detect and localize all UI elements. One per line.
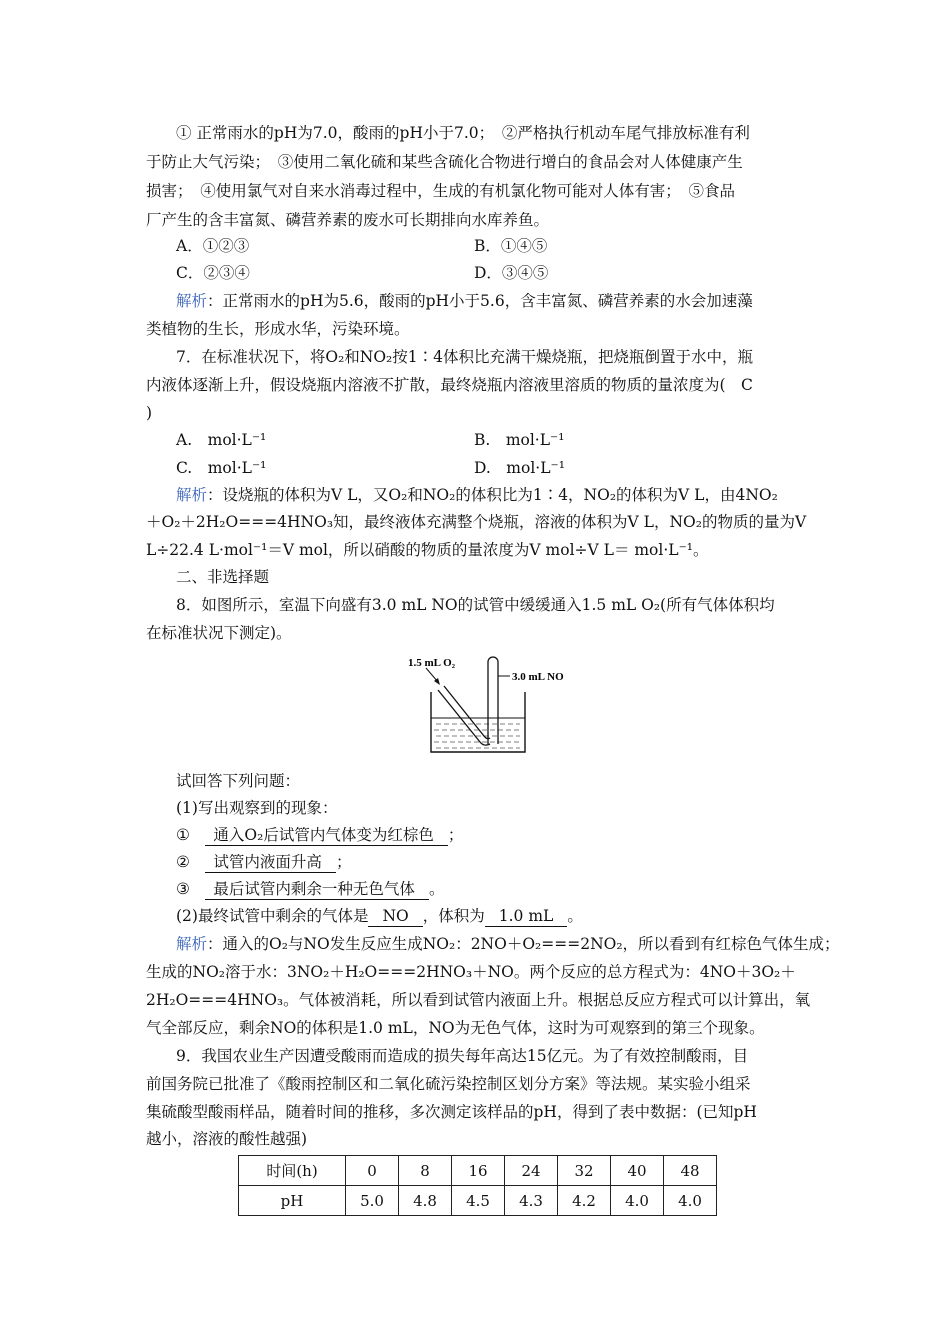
o2-label: 1.5 mL O₂ [408,657,455,669]
test-tube [488,657,498,744]
table-cell: 4.3 [505,1186,558,1216]
observation-punct: ； [335,853,352,871]
q6-line-4: 厂产生的含丰富氮、磷营养素的废水可长期排向水库养鱼。 [146,211,550,229]
beaker [431,692,525,752]
table-cell: 5.0 [346,1186,399,1216]
observation-punct: ； [447,826,464,844]
q8-sub-question-1: (1)写出观察到的现象： [176,799,338,817]
q6-option-d: D．③④⑤ [474,264,549,282]
observation-answer: 通入O₂后试管内气体变为红棕色 [205,825,447,846]
q9-line-2: 前国务院已批准了《酸雨控制区和二氧化硫污染控制区划分方案》等法规。某实验小组采 [146,1075,751,1093]
q8-analysis-line-4: 气全部反应，剩余NO的体积是1.0 mL，NO为无色气体，这时为可观察到的第三个现象。 [146,1019,765,1037]
q6-option-b: B．①④⑤ [474,237,548,255]
q9-line-1: 9．我国农业生产因遭受酸雨而造成的损失每年高达15亿元。为了有效控制酸雨，目 [176,1047,749,1065]
q7-line-1: 7．在标准状况下，将O₂和NO₂按1∶4体积比充满干燥烧瓶，把烧瓶倒置于水中，瓶 [176,348,753,366]
analysis-label: 解析 [176,486,208,504]
gas-answer: NO [368,906,422,927]
q6-option-c: C．②③④ [176,264,250,282]
table-header-ph: pH [239,1186,346,1216]
q8-analysis-line-2: 生成的NO₂溶于水：3NO₂＋H₂O===2HNO₃＋NO。两个反应的总方程式为：4NO＋3O₂＋ [146,963,796,981]
table-cell: 40 [611,1156,664,1186]
q8-line-2: 在标准状况下测定)。 [146,624,292,642]
q8-prompt: 试回答下列问题： [176,772,301,790]
table-cell: 4.2 [558,1186,611,1216]
observation-answer: 试管内液面升高 [205,852,336,873]
q7-option-b: B. mol·L⁻¹ [474,431,565,449]
table-cell: 0 [346,1156,399,1186]
q6-analysis-line-2: 类植物的生长，形成水华，污染环境。 [146,320,410,338]
sub-question-text: (2)最终试管中剩余的气体是 [176,907,369,925]
table-cell: 4.0 [611,1186,664,1216]
q9-line-4: 越小，溶液的酸性越强) [146,1130,308,1148]
table-cell: 8 [399,1156,452,1186]
delivery-tube-inner [444,686,490,739]
q6-line-2: 于防止大气污染； ③使用二氧化硫和某些含硫化合物进行增白的食品会对人体健康产生 [146,153,743,171]
q6-analysis-line-1 [176,291,753,311]
test-tube-diagram [404,652,580,756]
q6-line-1: ① 正常雨水的pH为7.0，酸雨的pH小于7.0； ②严格执行机动车尾气排放标准有利 [176,124,750,142]
no-label: 3.0 mL NO [512,671,564,683]
q7-option-d: D. mol·L⁻¹ [474,459,565,477]
table-cell: 48 [664,1156,717,1186]
sub-question-punct: 。 [567,907,583,925]
observation-punct: 。 [428,880,445,898]
analysis-text: ：通入的O₂与NO发生反应生成NO₂：2NO＋O₂===2NO₂，所以看到有红棕色气体生成； [207,935,840,953]
table-cell: 32 [558,1156,611,1186]
table-cell: 4.5 [452,1186,505,1216]
q6-line-3: 损害； ④使用氯气对自来水消毒过程中，生成的有机氯化物可能对人体有害； ⑤食品 [146,182,736,200]
table-row [239,1156,717,1186]
q7-option-a: A. mol·L⁻¹ [176,431,267,449]
q7-option-c: C. mol·L⁻¹ [176,459,267,477]
table-cell: 4.8 [399,1186,452,1216]
q7-analysis-line-3: L÷22.4 L·mol⁻¹＝V mol，所以硝酸的物质的量浓度为V mol÷V L＝ mol·L⁻¹。 [146,541,709,559]
analysis-text: ：正常雨水的pH为5.6，酸雨的pH小于5.6，含丰富氮、磷营养素的水会加速藻 [207,292,753,310]
q7-line-3: ) [146,404,153,422]
q9-line-3: 集硫酸型酸雨样品，随着时间的推移，多次测定该样品的pH，得到了表中数据：(已知pH [146,1103,757,1121]
observation-answer: 最后试管内剩余一种无色气体 [205,879,429,900]
observation-number: ② [176,853,190,871]
analysis-label: 解析 [176,292,208,310]
q8-analysis-line-3: 2H₂O===4HNO₃。气体被消耗，所以看到试管内液面上升。根据总反应方程式可以计算出，氧 [146,991,811,1009]
observation-number: ③ [176,880,190,898]
q8-observation-3 [176,879,444,900]
ph-table [238,1155,717,1216]
q8-observation-1 [176,825,463,846]
table-cell: 24 [505,1156,558,1186]
section-title: 二、非选择题 [176,568,270,586]
analysis-text: ：设烧瓶的体积为V L，又O₂和NO₂的体积比为1∶4，NO₂的体积为V L，由4NO₂ [207,486,778,504]
table-header-time: 时间(h) [239,1156,346,1186]
q6-option-a: A．①②③ [176,237,250,255]
analysis-label: 解析 [176,935,208,953]
q8-line-1: 8．如图所示，室温下向盛有3.0 mL NO的试管中缓缓通入1.5 mL O₂(所有气体体积均 [176,596,775,614]
q8-analysis-line-1 [176,934,840,954]
observation-number: ① [176,826,190,844]
q7-analysis-line-2: ＋O₂＋2H₂O===4HNO₃知，最终液体充满整个烧瓶，溶液的体积为V L，NO₂的物质的量为V [146,513,807,531]
q8-observation-2 [176,852,351,873]
table-row [239,1186,717,1216]
q7-line-2: 内液体逐渐上升，假设烧瓶内溶液不扩散，最终烧瓶内溶液里溶质的物质的量浓度为( C [146,376,753,394]
table-cell: 4.0 [664,1186,717,1216]
q8-sub-question-2 [176,906,583,927]
q7-analysis-line-1 [176,485,778,505]
sub-question-text: ，体积为 [422,907,485,925]
volume-answer: 1.0 mL [485,906,568,927]
table-cell: 16 [452,1156,505,1186]
